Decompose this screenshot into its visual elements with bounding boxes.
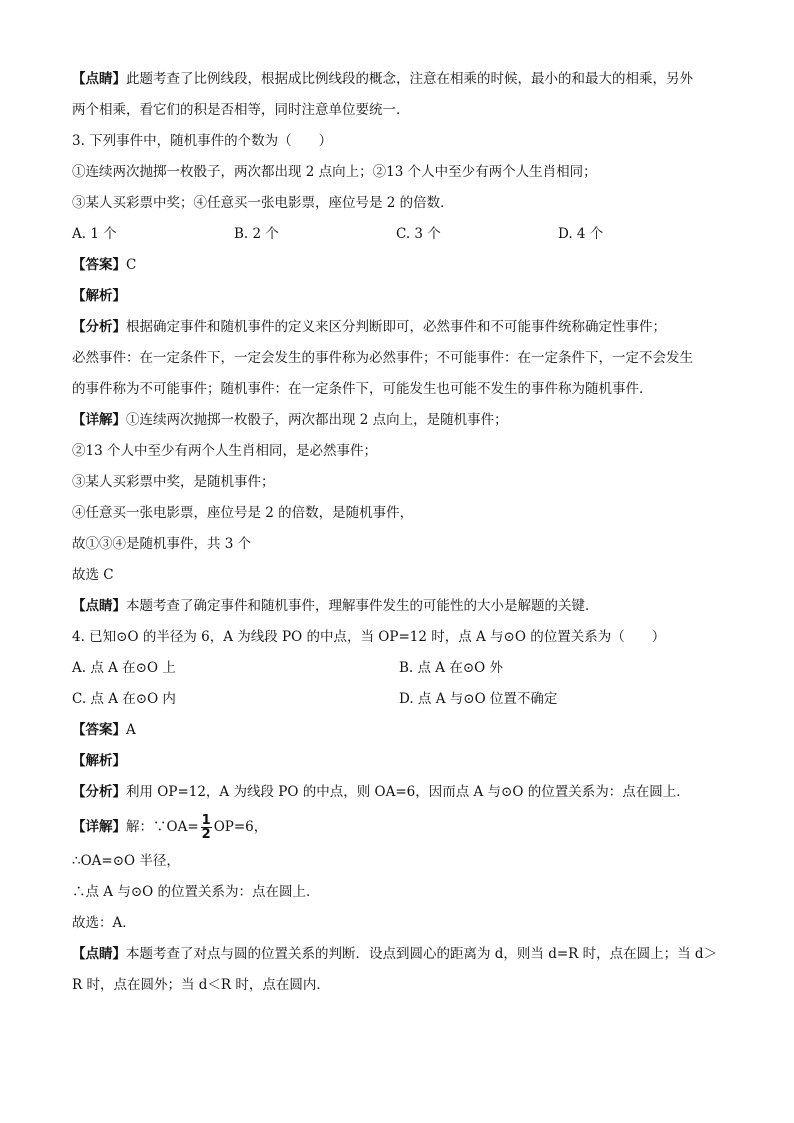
dianjing-tag: 【点睛】 — [72, 598, 126, 614]
xiangjie-tag: 【详解】 — [72, 819, 126, 835]
q4-options-row-1 — [72, 653, 732, 684]
q3-jiexi — [72, 281, 732, 312]
prev-dianjing-line-1 — [72, 64, 732, 95]
answer-tag: 【答案】 — [72, 257, 126, 273]
q3-xiangjie-line-4: ④任意买一张电影票，座位号是 2 的倍数，是随机事件， — [72, 505, 414, 521]
q4-fenxi — [72, 777, 732, 808]
q4-option-d: D. 点 A 与⊙O 位置不确定 — [399, 691, 558, 707]
q3-option-b: B. 2 个 — [234, 226, 279, 242]
answer-value: C — [126, 257, 137, 273]
q3-options — [72, 219, 732, 250]
answer-value: A — [126, 722, 136, 738]
q4-stem: 4. 已知⊙O 的半径为 6，A 为线段 PO 的中点，当 OP=12 时，点 A 与⊙O 的位置关系为（ ） — [72, 629, 666, 645]
dianjing-text: 此题考查了比例线段，根据成比例线段的概念，注意在相乘的时候，最小的和最大的相乘，另外 — [126, 71, 693, 87]
q4-jiexi — [72, 746, 732, 777]
dianjing-tag: 【点睛】 — [72, 71, 126, 87]
q4-option-a: A. 点 A 在⊙O 上 — [72, 660, 176, 676]
fenxi-text: 根据确定事件和随机事件的定义来区分判断即可，必然事件和不可能事件统称确定性事件； — [126, 319, 666, 335]
fenxi-tag: 【分析】 — [72, 784, 126, 800]
fenxi-tag: 【分析】 — [72, 319, 126, 335]
q3-xiangjie-line-5: 故①③④是随机事件，共 3 个 — [72, 536, 252, 552]
document-page — [72, 64, 732, 1001]
answer-tag: 【答案】 — [72, 722, 126, 738]
q3-xiangjie-line-2: ②13 个人中至少有两个人生肖相同，是必然事件； — [72, 443, 377, 459]
dianjing-text: 本题考查了确定事件和随机事件，理解事件发生的可能性的大小是解题的关键． — [126, 598, 599, 614]
dianjing-tag: 【点睛】 — [72, 946, 126, 962]
fenxi-text: 利用 OP=12，A 为线段 PO 的中点，则 OA=6，因而点 A 与⊙O 的位置关系为：点在圆上． — [126, 784, 690, 800]
q3-option-d: D. 4 个 — [558, 226, 604, 242]
fraction-denominator: 2 — [201, 827, 211, 842]
q4-option-c: C. 点 A 在⊙O 内 — [72, 691, 176, 707]
xiangjie-text-post: OP=6， — [213, 819, 268, 835]
fraction-one-half — [201, 814, 212, 841]
q4-dianjing-line-2: R 时，点在圆外；当 d＜R 时，点在圆内． — [72, 977, 330, 993]
q4-answer — [72, 715, 732, 746]
q3-fenxi-line-3: 的事件称为不可能事件；随机事件：在一定条件下，可能发生也可能不发生的事件称为随机事件． — [72, 381, 653, 397]
jiexi-tag: 【解析】 — [72, 753, 126, 769]
q3-xiangjie-line-1 — [72, 405, 732, 436]
q4-xiangjie-line-2: ∴OA=⊙O 半径， — [72, 853, 180, 869]
q3-option-a: A. 1 个 — [72, 226, 117, 242]
q4-xiangjie-line-3: ∴点 A 与⊙O 的位置关系为：点在圆上． — [72, 884, 320, 900]
q3-stem: 3. 下列事件中，随机事件的个数为（ ） — [72, 133, 333, 149]
q4-xiangjie-line-4: 故选：A． — [72, 915, 136, 931]
q3-dianjing — [72, 591, 732, 622]
q3-fenxi-line-2: 必然事件：在一定条件下，一定会发生的事件称为必然事件；不可能事件：在一定条件下，一定不会发生 — [72, 350, 693, 366]
q3-xiangjie-line-6: 故选 C — [72, 567, 114, 583]
xiangjie-text-pre: 解：∵OA= — [126, 819, 199, 835]
q3-items-line-2: ③某人买彩票中奖；④任意买一张电影票，座位号是 2 的倍数． — [72, 195, 454, 211]
q4-xiangjie-line-1 — [72, 808, 732, 846]
dianjing-text: 本题考查了对点与圆的位置关系的判断．设点到圆心的距离为 d，则当 d=R 时，点在圆上；当 d＞ — [126, 946, 718, 962]
q3-xiangjie-line-3: ③某人买彩票中奖，是随机事件； — [72, 474, 275, 490]
xiangjie-text: ①连续两次抛掷一枚骰子，两次都出现 2 点向上，是随机事件； — [126, 412, 508, 428]
q4-option-b: B. 点 A 在⊙O 外 — [399, 660, 504, 676]
xiangjie-tag: 【详解】 — [72, 412, 126, 428]
prev-dianjing-line-2: 两个相乘，看它们的积是否相等，同时注意单位要统一． — [72, 102, 410, 118]
jiexi-tag: 【解析】 — [72, 288, 126, 304]
q4-dianjing-line-1 — [72, 939, 732, 970]
q3-items-line-1: ①连续两次抛掷一枚骰子，两次都出现 2 点向上；②13 个人中至少有两个人生肖相同； — [72, 164, 597, 180]
q4-options-row-2 — [72, 684, 732, 715]
q3-answer — [72, 250, 732, 281]
q3-option-c: C. 3 个 — [396, 226, 441, 242]
fraction-numerator: 1 — [201, 813, 211, 828]
q3-fenxi-line-1 — [72, 312, 732, 343]
